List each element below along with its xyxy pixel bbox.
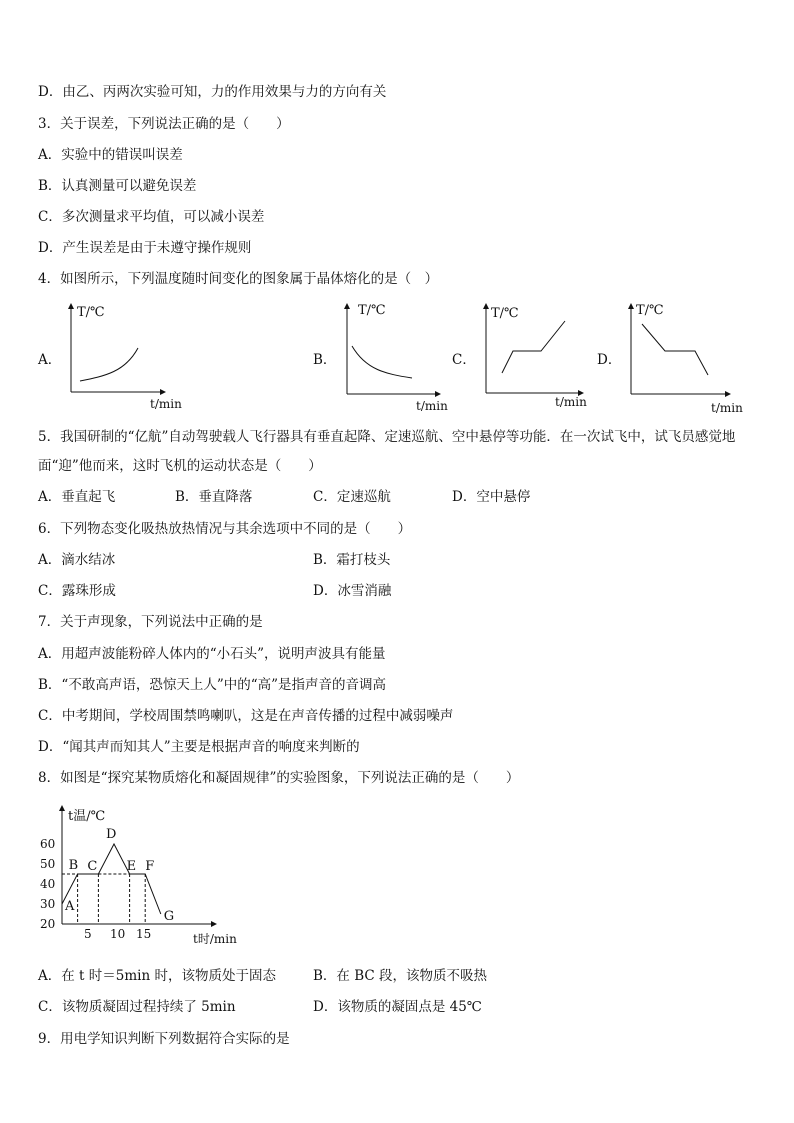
y-axis-label: T/℃ <box>358 303 386 318</box>
q3-stem: 3．关于误差，下列说法正确的是（ ） <box>38 116 290 132</box>
q7-option-b: B．“不敢高声语，恐惊天上人”中的“高”是指声音的音调高 <box>38 677 387 693</box>
q4-graph-d <box>620 298 744 416</box>
point-label-c: C <box>87 859 98 874</box>
x-tick-label: 10 <box>110 927 126 941</box>
point-label-f: F <box>145 859 155 874</box>
q3-option-d: D．产生误差是由于未遵守操作规则 <box>38 240 252 256</box>
q4-graph-c <box>475 298 590 414</box>
q6-option-d: D．冰雪消融 <box>313 583 392 599</box>
y-tick-label: 50 <box>40 857 56 871</box>
q7-option-c: C．中考期间，学校周围禁鸣喇叭，这是在声音传播的过程中减弱噪声 <box>38 708 454 724</box>
q8-melting-chart <box>36 800 246 952</box>
q4-graph-d-label: D． <box>597 352 622 368</box>
q2-option-d: D．由乙、丙两次实验可知，力的作用效果与力的方向有关 <box>38 84 387 100</box>
y-tick-label: 40 <box>40 877 56 891</box>
q5-option-c: C．定速巡航 <box>313 489 391 505</box>
curve-line <box>80 348 138 381</box>
y-tick-label: 20 <box>40 917 56 931</box>
q7-stem: 7．关于声现象，下列说法中正确的是 <box>38 614 263 630</box>
q5-stem-line2: 面“迎”他而来，这时飞机的运动状态是（ ） <box>38 458 322 474</box>
q5-stem-line1: 5．我国研制的“亿航”自动驾驶载人飞行器具有垂直起降、定速巡航、空中悬停等功能．在一次试飞中，试飞员感觉地 <box>38 429 736 445</box>
x-axis-label: t/min <box>711 401 743 415</box>
q8-option-c: C．该物质凝固过程持续了 5min <box>38 999 236 1015</box>
q4-stem: 4．如图所示，下列温度随时间变化的图象属于晶体熔化的是（ ） <box>38 271 439 287</box>
q4-graph-a-label: A． <box>38 352 62 368</box>
y-axis-label: T/℃ <box>636 303 664 318</box>
x-tick-label: 15 <box>136 927 152 941</box>
y-axis-label: t温/℃ <box>68 809 106 824</box>
q7-option-a: A．用超声波能粉碎人体内的“小石头”，说明声波具有能量 <box>38 646 386 662</box>
q8-option-a: A．在 t 时＝5min 时，该物质处于固态 <box>38 968 276 984</box>
point-label-a: A <box>65 899 75 914</box>
x-tick-label: 5 <box>84 927 92 941</box>
q6-option-a: A．滴水结冰 <box>38 552 116 568</box>
point-label-e: E <box>126 859 137 874</box>
temperature-line <box>62 844 161 914</box>
q5-option-a: A．垂直起飞 <box>38 489 116 505</box>
point-label-g: G <box>163 909 175 924</box>
q9-stem: 9．用电学知识判断下列数据符合实际的是 <box>38 1031 290 1047</box>
x-axis-label: t/min <box>150 397 182 411</box>
y-tick-label: 30 <box>40 897 56 911</box>
q4-graph-c-label: C． <box>452 352 476 368</box>
q4-graph-b-label: B． <box>313 352 337 368</box>
y-tick-labels <box>40 837 55 931</box>
x-tick-labels <box>84 927 151 941</box>
y-axis-label: T/℃ <box>77 305 105 320</box>
y-axis-label: T/℃ <box>491 306 519 321</box>
q3-option-a: A．实验中的错误叫误差 <box>38 147 183 163</box>
q5-option-b: B．垂直降落 <box>175 489 253 505</box>
q3-option-c: C．多次测量求平均值，可以减小误差 <box>38 209 265 225</box>
curve-line <box>502 321 565 373</box>
q6-stem: 6．下列物态变化吸热放热情况与其余选项中不同的是（ ） <box>38 521 412 537</box>
q5-option-d: D．空中悬停 <box>452 489 531 505</box>
curve-line <box>352 346 412 378</box>
q6-option-c: C．露珠形成 <box>38 583 116 599</box>
q4-graph-b <box>336 298 456 416</box>
q6-option-b: B．霜打枝头 <box>313 552 391 568</box>
x-axis-label: t/min <box>416 399 448 413</box>
curve-line <box>642 324 708 375</box>
q3-option-b: B．认真测量可以避免误差 <box>38 178 197 194</box>
point-label-d: D <box>106 827 117 842</box>
dashed-guides <box>62 874 145 924</box>
point-label-b: B <box>68 858 79 873</box>
q8-option-d: D．该物质的凝固点是 45℃ <box>313 999 482 1015</box>
x-axis-label: t/min <box>555 395 587 409</box>
x-axis-label: t时/min <box>193 932 237 946</box>
y-tick-label: 60 <box>40 837 56 851</box>
q7-option-d: D．“闻其声而知其人”主要是根据声音的响度来判断的 <box>38 739 360 755</box>
q8-stem: 8．如图是“探究某物质熔化和凝固规律”的实验图象，下列说法正确的是（ ） <box>38 770 520 786</box>
q8-option-b: B．在 BC 段，该物质不吸热 <box>313 968 488 984</box>
point-labels <box>64 827 174 924</box>
q4-graph-a <box>60 298 190 413</box>
